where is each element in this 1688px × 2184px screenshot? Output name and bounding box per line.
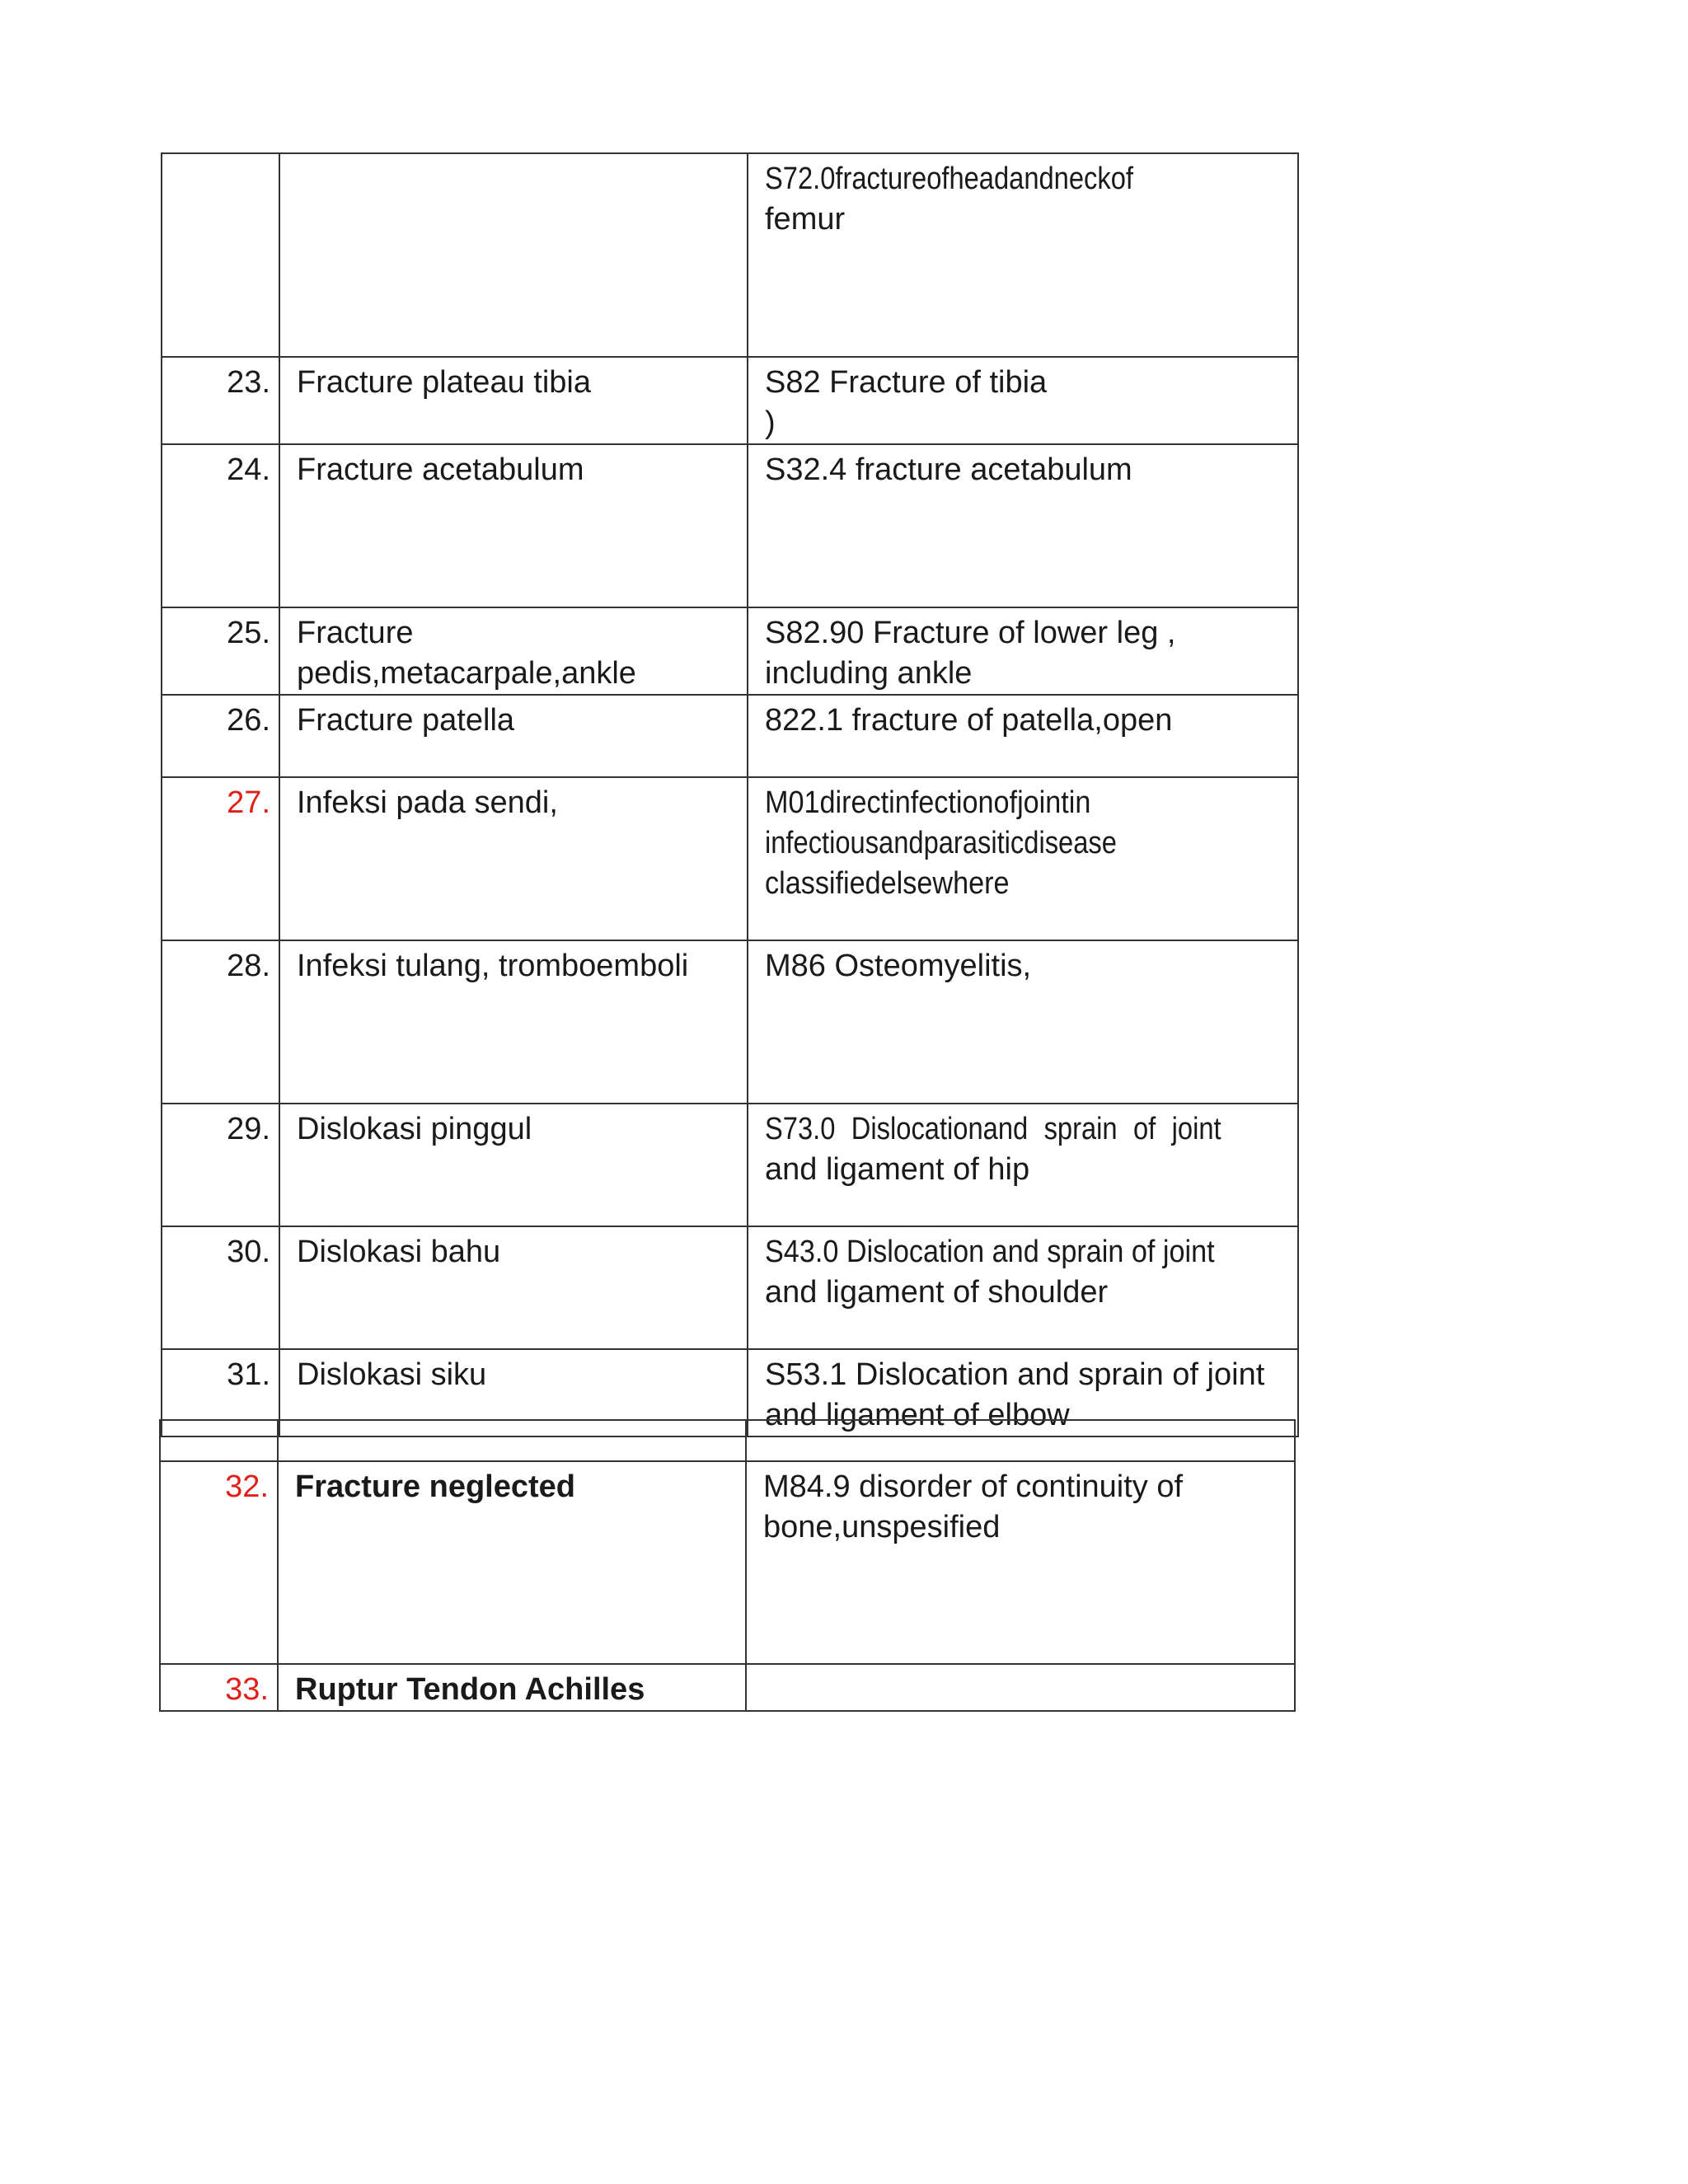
diagnosis-name: Dislokasi bahu xyxy=(279,1226,748,1349)
table-row xyxy=(160,1461,1295,1664)
diagnosis-name: Infeksi pada sendi, xyxy=(279,777,748,940)
table-row xyxy=(160,1664,1295,1711)
row-number xyxy=(162,153,279,357)
row-number: 29. xyxy=(162,1104,279,1226)
diagnosis-name: Dislokasi pinggul xyxy=(279,1104,748,1226)
icd-code-line: M01directinfectionofjointin xyxy=(765,785,1091,820)
icd-code-line: S72.0fractureofheadandneckof xyxy=(765,162,1133,196)
icd-code: S82 Fracture of tibia ) xyxy=(748,357,1298,444)
table-row xyxy=(162,777,1298,940)
icd-code-line: infectiousandparasiticdisease xyxy=(765,826,1117,860)
table-row xyxy=(162,695,1298,777)
table-row xyxy=(162,357,1298,444)
row-number: 32. xyxy=(160,1461,278,1664)
row-number: 31. xyxy=(162,1349,279,1436)
icd-code: S32.4 fracture acetabulum xyxy=(748,444,1298,607)
table-row xyxy=(162,1104,1298,1226)
icd-code xyxy=(748,1104,1298,1226)
icd-code xyxy=(748,153,1298,357)
icd-code xyxy=(746,1664,1295,1711)
row-number: 33. xyxy=(160,1664,278,1711)
row-number xyxy=(160,1420,278,1461)
icd-code-line: and ligament of shoulder xyxy=(765,1275,1109,1310)
diagnosis-name: Fracture plateau tibia xyxy=(279,357,748,444)
icd-code xyxy=(748,1226,1298,1349)
icd-mapping-table xyxy=(161,152,1299,1437)
diagnosis-name: Infeksi tulang, tromboemboli xyxy=(279,940,748,1104)
icd-code-line: and ligament of hip xyxy=(765,1152,1030,1187)
icd-code: S82.90 Fracture of lower leg , including ankle xyxy=(748,607,1298,695)
icd-code: M84.9 disorder of continuity of bone,unspesified xyxy=(746,1461,1295,1664)
icd-code-line: S73.0 Dislocationand sprain of joint xyxy=(765,1112,1221,1146)
icd-code xyxy=(746,1420,1295,1461)
diagnosis-name xyxy=(278,1420,746,1461)
row-number: 24. xyxy=(162,444,279,607)
row-number: 23. xyxy=(162,357,279,444)
row-number: 30. xyxy=(162,1226,279,1349)
diagnosis-name: Fracture pedis,metacarpale,ankle xyxy=(279,607,748,695)
diagnosis-name: Fracture acetabulum xyxy=(279,444,748,607)
table-row xyxy=(162,1226,1298,1349)
icd-code xyxy=(748,777,1298,940)
icd-mapping-table-continued xyxy=(159,1419,1296,1712)
row-number: 25. xyxy=(162,607,279,695)
table-row xyxy=(162,444,1298,607)
diagnosis-name: Ruptur Tendon Achilles xyxy=(278,1664,746,1711)
icd-code: 822.1 fracture of patella,open xyxy=(748,695,1298,777)
icd-code-line: femur xyxy=(765,202,846,237)
table-row xyxy=(162,607,1298,695)
row-number: 27. xyxy=(162,777,279,940)
table-row xyxy=(160,1420,1295,1461)
icd-code-line: classifiedelsewhere xyxy=(765,866,1010,901)
icd-code: M86 Osteomyelitis, xyxy=(748,940,1298,1104)
diagnosis-name: Fracture neglected xyxy=(278,1461,746,1664)
diagnosis-name: Dislokasi siku xyxy=(279,1349,748,1436)
row-number: 28. xyxy=(162,940,279,1104)
table-row xyxy=(162,153,1298,357)
row-number: 26. xyxy=(162,695,279,777)
icd-code-line: S43.0 Dislocation and sprain of joint xyxy=(765,1235,1215,1269)
diagnosis-name: Fracture patella xyxy=(279,695,748,777)
table-row xyxy=(162,940,1298,1104)
diagnosis-name xyxy=(279,153,748,357)
icd-code: S53.1 Dislocation and sprain of joint and ligament of elbow xyxy=(748,1349,1298,1436)
